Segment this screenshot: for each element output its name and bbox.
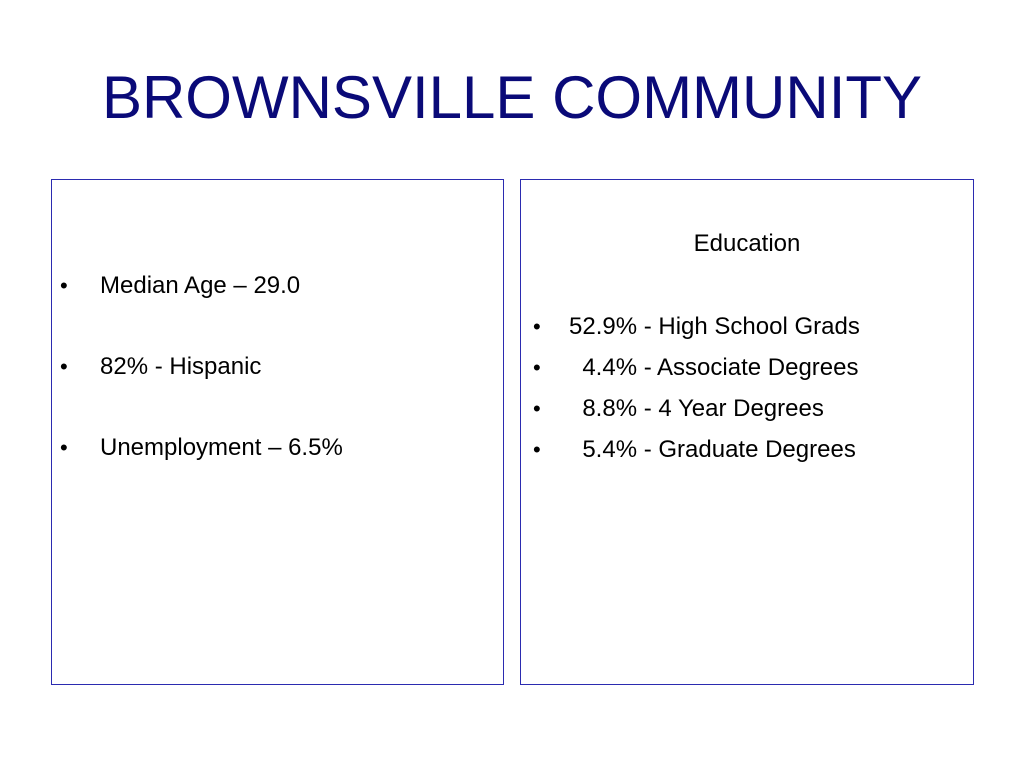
list-item-text: 82% - Hispanic (100, 353, 262, 380)
list-item-text: 8.8% - 4 Year Degrees (569, 395, 824, 422)
list-item-text: Unemployment – 6.5% (100, 434, 343, 461)
list-item-text: Median Age – 29.0 (100, 272, 301, 299)
education-heading: Education (693, 230, 801, 257)
demographics-panel (51, 179, 504, 685)
education-panel (520, 179, 974, 685)
list-item-text: 52.9% - High School Grads (569, 313, 860, 340)
bullet-icon: • (533, 314, 541, 339)
bullet-icon: • (60, 354, 68, 379)
bullet-icon: • (533, 396, 541, 421)
list-item-text: 5.4% - Graduate Degrees (569, 436, 856, 463)
bullet-icon: • (60, 435, 68, 460)
bullet-icon: • (533, 437, 541, 462)
slide-title: BROWNSVILLE COMMUNITY (101, 64, 923, 131)
bullet-icon: • (60, 273, 68, 298)
list-item-text: 4.4% - Associate Degrees (569, 354, 859, 381)
bullet-icon: • (533, 355, 541, 380)
